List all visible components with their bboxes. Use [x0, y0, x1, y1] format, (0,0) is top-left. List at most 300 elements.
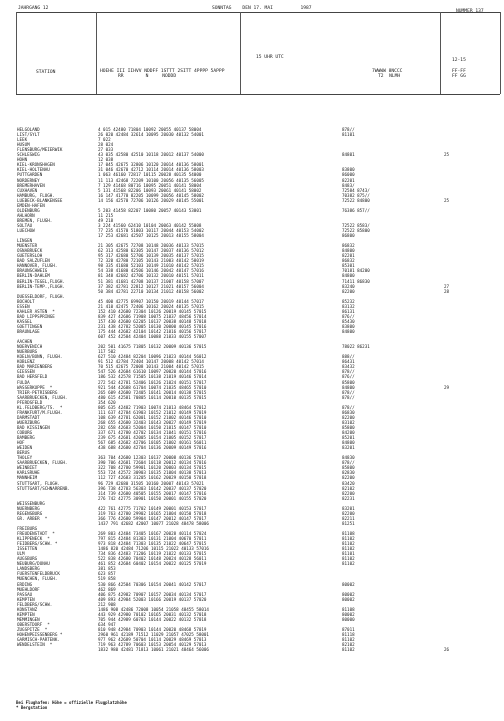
observation-codes: 322 708 42780 59901 10120 20003 40134 57015 — [98, 465, 207, 471]
observation-groups: 86830 — [342, 409, 355, 415]
observation-groups: 82102 — [342, 485, 355, 491]
observation-codes: 396 738 42783 56303 10142 20037 40137 57020 — [98, 485, 207, 491]
station-name: BRAUNLAGE — [17, 329, 40, 334]
station-name: HANNOVER, FLUGH. — [17, 263, 58, 269]
station-name: KIEL-HOLTENAU — [17, 167, 50, 173]
station-name: WENDELSTEIN * — [17, 642, 53, 648]
station-name: KEMPTEN — [17, 596, 35, 602]
group-header-line-1: 7WWWW 8NCCC — [372, 69, 403, 74]
observation-groups: 76386 857// — [342, 207, 370, 213]
station-name: DUESSELDORF, FLUGH. — [17, 293, 65, 299]
frame-right-rule — [500, 12, 501, 94]
observation-groups: 85800 — [342, 424, 355, 430]
observation-codes: 734 836 42483 71206 10119 21022 40133 57015 — [98, 551, 207, 557]
station-name: PASSAU — [17, 591, 33, 597]
station-name: WEISSENBURG — [17, 500, 45, 506]
observation-codes: 17 045 42675 32806 10120 20014 40136 58001 — [98, 162, 204, 168]
station-name: GUETERSLOH — [17, 253, 43, 259]
observation-groups: 86832 — [342, 243, 355, 249]
station-column-header: STATION — [36, 70, 56, 75]
observation-groups: 888// — [342, 354, 355, 360]
station-name: SAARBRUECKEN, FLUGH. — [17, 394, 68, 400]
station-name: BERLIN-TEGEL,FLUGH. — [17, 278, 65, 284]
observation-groups: 878// — [342, 127, 355, 132]
station-name: ISSETTEN — [17, 546, 38, 552]
station-name: BAD MARIENBERG — [17, 364, 53, 370]
observation-codes: 530 866 42584 70306 10154 20041 40142 57017 — [98, 581, 207, 587]
observation-codes: 977 962 42689 50704 10114 20029 48469 57013 — [98, 637, 207, 643]
observation-groups: 81102 — [342, 647, 355, 653]
observation-groups: 81102 — [342, 536, 355, 542]
observation-groups: 84800 — [342, 440, 355, 446]
station-name: KONSTANZ — [17, 606, 38, 612]
observation-codes: 50 384 42781 22710 10134 21012 40158 56002 — [98, 288, 204, 294]
observation-codes: 276 742 42775 30901 10150 20001 40155 57020 — [98, 495, 207, 501]
observation-codes: 623 857 — [98, 571, 116, 577]
observation-groups: 83201 — [342, 445, 355, 451]
observation-codes: 91 512 42784 72404 10147 20008 40142 57014 — [98, 359, 204, 365]
station-name: FEIDBERG/SCHW. * — [17, 541, 58, 547]
observation-codes: 72 320 42780 72105 10143 21003 40142 58019 — [98, 258, 204, 264]
observation-codes: 363 704 42680 12303 10137 20008 40136 57017 — [98, 455, 207, 461]
observation-codes: 11 215 — [98, 212, 114, 218]
observation-codes: 49 218 — [98, 217, 114, 223]
observation-codes: 51 381 41681 42708 10137 21007 40158 57007 — [98, 278, 204, 284]
table-row — [0, 647, 504, 653]
observation-codes: 186 532 42578 71505 10138 21019 40146 57014 — [98, 374, 207, 380]
station-name: OBERSTDORF * — [17, 621, 50, 627]
observation-groups: 82201 — [342, 177, 355, 183]
observation-codes: 438 688 42680 42704 10136 20009 40149 57016 — [98, 445, 207, 451]
observation-codes: 1486 820 42484 71206 10115 21022 40133 57016 — [98, 546, 209, 552]
station-name: ULM — [17, 551, 25, 557]
observation-groups: 83800 — [342, 323, 355, 329]
observation-groups: 84800 — [342, 384, 355, 390]
observation-codes: 43 035 42580 42510 10118 20012 40137 54000 — [98, 152, 204, 158]
observation-codes: 70 515 42675 72008 10143 21004 40142 57015 — [98, 364, 204, 370]
wind-gust-value: 29 — [444, 384, 450, 390]
observation-codes: 117 502 — [98, 349, 116, 355]
observation-codes: 239 675 42681 42005 10154 21005 40152 57017 — [98, 435, 207, 441]
observation-groups: 81102 — [342, 556, 355, 562]
observation-codes: 519 858 — [98, 576, 116, 582]
observation-codes: 62 313 42580 62305 10147 20037 40136 57012 — [98, 248, 204, 254]
station-name: FREIBURG — [17, 525, 38, 531]
observation-codes: 443 929 42980 70102 10165 20031 40132 57018 — [98, 611, 207, 617]
station-name: BERUS — [17, 450, 30, 456]
station-name: SOLTAU — [17, 222, 33, 228]
observation-groups: 82830 — [342, 470, 355, 476]
observation-groups: 72522 8583/ — [342, 222, 370, 228]
observation-groups: 81102 — [342, 561, 355, 567]
observation-codes: 1 063 46160 72817 10115 20028 40135 54000 — [98, 172, 202, 178]
observation-codes: 921 544 42688 61704 10074 21035 48465 57010 — [98, 384, 207, 390]
station-name: MUENSTER — [17, 243, 38, 249]
station-name: HOHENPEISSENBERG * — [17, 632, 63, 637]
observation-groups: 86000 — [342, 172, 355, 178]
observation-groups: 85430 — [342, 318, 355, 324]
station-name: SCHLESWIG — [17, 152, 40, 158]
observation-groups: 72522 85800 — [342, 228, 370, 233]
observation-codes: 406 875 42982 70907 10157 20034 40134 57017 — [98, 591, 207, 597]
station-name: FUERSTENFELDBRUCK — [17, 571, 60, 577]
observation-groups: 85800 — [342, 379, 355, 385]
station-name: KOBLENZ — [17, 359, 35, 365]
observation-codes: 265 609 42680 72405 10141 20014 40138 57015 — [98, 389, 207, 395]
station-name: KOELN/BONN, FLUGH. — [17, 354, 63, 360]
station-name: KARLSRUHE — [17, 470, 40, 476]
observation-codes: 77 235 41570 51803 10117 20044 40153 54002 — [98, 228, 204, 233]
observation-codes: 31 046 42670 42712 10114 20014 40136 58003 — [98, 167, 204, 173]
observation-codes: 461 852 42684 60402 10154 20022 40125 57019 — [98, 561, 207, 567]
station-name: HOF — [17, 440, 25, 446]
station-name: BAD LIPPSPRINGE — [17, 313, 55, 319]
observation-codes: 7 022 — [98, 137, 111, 143]
observation-codes: 627 510 42484 82204 10096 21023 40144 56012 — [98, 354, 207, 360]
station-name: KIEL-KRONSHAGEN — [17, 162, 55, 168]
frame-left-rule — [16, 12, 17, 94]
observation-codes: 719 963 42789 70603 10153 20054 40129 57013 — [98, 642, 207, 648]
observation-codes: 272 542 42781 52406 10126 21024 40151 57017 — [98, 379, 207, 385]
station-name: GIESSEN — [17, 369, 35, 375]
observation-codes: 81 348 42682 42706 10132 20010 40151 57011 — [98, 273, 204, 279]
header-top-rule — [16, 12, 500, 13]
observation-codes: 634 947 — [98, 621, 116, 627]
station-name: KL.FELDBERG/TS. * — [17, 404, 63, 410]
station-name: HAMBURG, FLUGH. — [17, 192, 55, 198]
observation-codes: 16 147 41770 82205 10099 20056 40145 58002 — [98, 192, 204, 198]
code-header-line-2: RR N NODDD — [118, 74, 177, 79]
station-name: STUTTGART/SCHNARRENB. — [17, 485, 70, 491]
observation-codes: 522 838 42680 70402 10148 20024 40128 56011 — [98, 556, 207, 562]
observation-groups: 83420 — [342, 480, 355, 486]
issue-number: NUMMER 137 — [456, 9, 484, 14]
observation-codes: 973 818 42484 71303 10135 21022 40647 57015 — [98, 541, 207, 547]
observation-codes: 37 382 42781 22812 10127 21021 40157 56004 — [98, 283, 204, 289]
observation-groups: 85232 — [342, 298, 355, 304]
station-name: AUGSBURG — [17, 556, 38, 562]
observation-codes: 381 853 — [98, 566, 116, 572]
observation-codes: 14 156 42570 72706 10126 20029 40145 55001 — [98, 197, 204, 203]
observation-codes: 354 620 — [98, 399, 116, 405]
ff-header-line-1: FF-FF — [452, 69, 466, 74]
observation-groups: 86431 — [342, 359, 355, 365]
observation-codes: 45 400 42775 69907 10150 20019 40144 57017 — [98, 298, 204, 304]
observation-groups: 80002 — [342, 611, 355, 617]
observation-groups: 82200 — [342, 510, 355, 516]
observation-codes: 21 410 42475 72406 10162 20024 40135 57015 — [98, 303, 204, 309]
groups-column-rule — [440, 12, 441, 94]
station-name: THOLEY — [17, 455, 33, 461]
station-name: FLENSBURG/MEIERWIK — [17, 147, 63, 153]
station-name: MANNHEIM — [17, 475, 38, 481]
station-name: BAMBERG — [17, 435, 35, 441]
station-name: AHLHORN — [17, 212, 35, 218]
observation-codes: 797 815 42484 81303 10131 21004 40670 57011 — [98, 536, 207, 542]
station-name: SAARBRUECKEN, FLUGH. — [17, 460, 68, 466]
observation-groups: 70181 84200 — [342, 268, 370, 274]
station-name: WEINBIET — [17, 465, 38, 471]
station-name: BERLIN-TEMP.,FLUGH. — [17, 283, 65, 289]
observation-codes: 2960 961 42189 71512 11029 21057 47025 58001 — [98, 632, 209, 637]
time-range-label: 12-15 — [452, 58, 466, 63]
observation-groups: 82200 — [342, 414, 355, 420]
observation-groups: 81101 — [342, 132, 355, 138]
observation-codes: 212 908 — [98, 601, 116, 607]
station-name: FREUDENSTADT * — [17, 531, 55, 536]
observation-groups: 80000 — [342, 616, 355, 622]
station-name: COBURG — [17, 430, 33, 435]
observation-groups: 82200 — [342, 288, 355, 294]
observation-codes: 21 305 42675 72708 10148 20036 40133 57015 — [98, 243, 204, 249]
observation-groups: 84830 — [342, 455, 355, 461]
observation-groups: 82231 — [342, 495, 355, 501]
observation-codes: 98 335 41680 52103 10149 21010 40142 57015 — [98, 263, 204, 269]
observation-groups: 84800 — [342, 273, 355, 279]
observation-codes: 282 658 42683 52004 10150 21015 40147 57010 — [98, 424, 207, 430]
observation-groups: 71411 86830 — [342, 278, 370, 284]
observation-groups: 78022 86231 — [342, 344, 370, 350]
observation-groups: 83201 — [342, 505, 355, 511]
observation-groups: 86131 — [342, 308, 355, 314]
station-name: PUTTGARDEN — [17, 172, 43, 178]
station-name: LIST/SYLT — [17, 132, 40, 138]
station-name: ERDING — [17, 581, 33, 587]
observation-codes: 3 224 41560 62410 10104 20063 40142 55008 — [98, 222, 202, 228]
station-name: WASSERKUPPE * — [17, 384, 53, 390]
observation-groups: 878// — [342, 389, 355, 395]
observation-groups: 82201 — [342, 253, 355, 259]
observation-codes: 390 706 42681 72604 10118 20012 40134 57016 — [98, 460, 207, 466]
observation-groups: 85301 — [342, 263, 355, 269]
station-name: FELDBERG/SCHW. — [17, 601, 53, 607]
observation-codes: 462 869 — [98, 586, 116, 592]
observation-groups: 81118 — [342, 632, 355, 637]
observation-groups: 84800 — [342, 329, 355, 334]
observation-codes: 810 948 42984 70903 10144 20020 48468 57019 — [98, 626, 207, 632]
observation-codes: 112 727 42683 31205 10162 20029 40150 57018 — [98, 475, 207, 481]
observation-codes: 409 893 42984 52003 10166 20019 40137 57020 — [98, 596, 207, 602]
observation-codes: 12 038 — [98, 157, 114, 163]
observation-codes: 28 024 — [98, 142, 114, 148]
observation-groups: 80002 — [342, 581, 355, 587]
observation-codes: 337 671 42780 42702 10134 21041 40151 57016 — [98, 430, 207, 435]
observation-codes: 480 615 42581 70805 10114 20010 40135 57015 — [98, 394, 207, 400]
observation-codes: 157 430 42680 62205 10137 20038 40148 57018 — [98, 318, 207, 324]
observation-codes: 1832 980 42481 71813 10061 21021 48464 56006 — [98, 647, 209, 653]
observation-groups: 83240 — [342, 283, 355, 289]
observation-codes: 805 635 42482 71903 10074 21013 48464 57012 — [98, 404, 207, 410]
station-name: BREMERHAVEN — [17, 182, 45, 188]
observation-codes: 1437 791 42682 42007 10077 21028 48478 58006 — [98, 520, 209, 526]
observation-groups: 83432 — [342, 364, 355, 370]
station-name: LINGEN — [17, 238, 33, 244]
station-name: AACHEN — [17, 339, 33, 345]
station-name: WEIDEN — [17, 445, 33, 451]
station-name: STUTTGART, FLUGH. — [17, 480, 60, 486]
observation-groups: 85201 — [342, 435, 355, 441]
wind-gust-value: 25 — [444, 197, 450, 203]
observation-groups: 86832 — [342, 258, 355, 264]
station-name: KASSEL — [17, 318, 33, 324]
observation-codes: 27 033 — [98, 147, 114, 153]
observation-groups: 876// — [342, 313, 355, 319]
observation-groups: 82102 — [342, 642, 355, 648]
observation-codes: 5 131 41568 82206 10093 20061 40141 58002 — [98, 187, 202, 193]
observation-codes: 11 113 42468 72209 10100 20056 40135 56005 — [98, 177, 204, 183]
station-name: MEMMINGEN — [17, 616, 40, 622]
codes-column-rule — [240, 12, 241, 94]
station-name: NEUBURG/DONAU — [17, 561, 50, 567]
station-name: ZUGSPITZE * — [17, 626, 48, 632]
observation-groups: 81102 — [342, 546, 355, 552]
station-name: LUEBECK-BLANKENSEE — [17, 197, 63, 203]
station-name: BRAUNSCHWEIG — [17, 268, 48, 274]
observation-groups: 72522 84800 — [342, 197, 370, 203]
observation-codes: 95 317 42680 52706 10139 20035 40137 57015 — [98, 253, 204, 259]
observation-codes: 314 739 42680 40505 10155 20017 40147 57016 — [98, 490, 207, 496]
ff-header-line-2: FF GG — [452, 74, 466, 79]
station-name: MUENCHEN, FLUGH. — [17, 576, 58, 582]
station-name: GR. ARBER * — [17, 515, 48, 521]
observation-groups: 876// — [342, 374, 355, 380]
station-name: MUEHLDORF — [17, 586, 40, 592]
wind-gust-value: 26 — [444, 647, 450, 653]
observation-codes: 202 501 41675 71805 10132 20009 40136 57015 — [98, 344, 207, 350]
observation-groups: 80002 — [342, 591, 355, 597]
observation-groups: 84200 — [342, 430, 355, 435]
observation-codes: 553 724 42572 30903 10135 21004 40138 57013 — [98, 470, 207, 476]
header-bottom-rule — [16, 94, 500, 95]
station-name: NUERBURG — [17, 349, 38, 355]
station-name: KLIPPENECK * — [17, 536, 50, 542]
station-name: REGENSBURG — [17, 510, 43, 516]
station-name: DARMSTADT — [17, 414, 40, 420]
observation-groups: 87011 — [342, 626, 355, 632]
station-name: NOERVENICH — [17, 344, 43, 350]
observation-groups: 84801 — [342, 152, 355, 158]
station-name: LUECHOW — [17, 228, 35, 233]
observation-codes: 319 763 42780 29902 10165 21004 40150 57018 — [98, 510, 207, 516]
observation-codes: 705 944 42989 60703 10144 20022 40132 57018 — [98, 616, 207, 622]
station-name: ESSEN — [17, 303, 30, 309]
footnote-mountain: * Bergstation — [16, 705, 48, 710]
station-name: BOCHOLT — [17, 298, 35, 304]
station-name: NORDERNEY — [17, 177, 40, 183]
station-name: HOHN — [17, 157, 28, 163]
station-name: KAHLER ASTEN * — [17, 308, 55, 314]
year-label: JAHRGANG 12 — [18, 6, 49, 11]
observation-codes: 152 410 42680 72304 10126 20019 40145 57015 — [98, 308, 207, 314]
date-line: SONNTAG DEN 17. MAI 1987 — [212, 6, 312, 11]
station-name: TRIER-PETRISBERG — [17, 389, 58, 395]
observation-codes: 17 253 42681 42507 10125 20013 40155 58004 — [98, 233, 204, 239]
observation-groups: 81102 — [342, 541, 355, 547]
observation-groups: 81108 — [342, 531, 355, 536]
station-name: GARMISCH-PARTENK. — [17, 637, 60, 643]
observation-groups: 85800 — [342, 465, 355, 471]
observation-codes: 366 776 42680 59904 10147 20012 40147 57017 — [98, 515, 207, 521]
wind-gust-value: 28 — [444, 288, 450, 294]
observation-codes: 1486 908 42486 72008 10054 21058 48455 58014 — [98, 606, 209, 612]
station-name: GOETTINGEN — [17, 323, 43, 329]
station-name: HUSUM — [17, 142, 30, 148]
station-name: BREMEN, FLUGH. — [17, 217, 53, 223]
observation-groups: 81102 — [342, 637, 355, 643]
station-name: OSNABRUECK — [17, 248, 43, 254]
observation-codes: 231 438 42782 52005 10130 20000 40145 57016 — [98, 323, 207, 329]
observation-groups: 72584 8743/ — [342, 187, 370, 193]
observation-codes: 607 452 42584 42404 10088 21033 40155 57007 — [98, 334, 207, 340]
observation-groups: 80002 — [342, 596, 355, 602]
observation-groups: 86800 — [342, 233, 355, 239]
station-name: NUERNBERG — [17, 505, 40, 511]
wind-gust-value: 27 — [444, 283, 450, 289]
station-name: WUERZBURG — [17, 419, 40, 425]
station-name: FRANKFURT/M.FLUGH. — [17, 409, 63, 415]
observation-codes: 422 761 42775 71702 10149 20001 40153 57017 — [98, 505, 207, 511]
observation-groups: 8483/ — [342, 182, 355, 188]
observation-groups: 70382 875// — [342, 192, 370, 198]
station-name: BAD HERSFELD — [17, 374, 48, 380]
observation-codes: 839 427 42686 71908 10075 21037 48456 57014 — [98, 313, 207, 319]
code-header-line-1: HOEHE III IIHVV NDDFF 1STTT 2SITT 4PPPP 5APPP — [100, 69, 225, 74]
observation-groups: 82200 — [342, 475, 355, 481]
observation-groups: 878// — [342, 404, 355, 410]
observation-codes: 7 129 41468 80716 10095 20051 40141 58004 — [98, 182, 202, 188]
observation-codes: 111 637 42784 61903 10152 21012 40149 57019 — [98, 409, 207, 415]
station-name: BAD SALZUFLEN — [17, 258, 50, 264]
observation-codes: 175 444 42682 42104 10142 21016 40156 57017 — [98, 329, 207, 334]
station-column-rule — [96, 12, 97, 94]
station-name: OLDENBURG — [17, 207, 40, 213]
observation-groups: 83132 — [342, 303, 355, 309]
station-name: FULDA — [17, 379, 30, 385]
observation-groups: 81101 — [342, 551, 355, 557]
observation-groups: 878// — [342, 369, 355, 375]
wind-gust-value: 25 — [444, 152, 450, 158]
station-name: KEMPTEN — [17, 611, 35, 617]
station-name: PFERDSFELD — [17, 399, 43, 405]
station-name: EMDEN-HAFEN — [17, 202, 45, 208]
observation-codes: 26 020 42484 32614 10095 20030 40132 54001 — [98, 132, 204, 138]
observation-groups: 878// — [342, 394, 355, 400]
observation-groups: 81108 — [342, 606, 355, 612]
time-label: 15 UHR UTC — [256, 55, 284, 60]
footnote-airport: Bei Flughafen: Höhe = offizielle Flugplatzhöhe — [16, 700, 127, 705]
observation-groups: 83102 — [342, 419, 355, 425]
station-name: BERLIN-DAHLEM — [17, 273, 50, 279]
observation-codes: 269 803 42484 73405 10167 20028 40114 57024 — [98, 531, 207, 536]
station-name: LEEK — [17, 137, 28, 143]
observation-codes: 567 685 42682 42706 10105 21002 40161 56011 — [98, 440, 207, 446]
observation-codes: 268 655 42680 32403 10143 20027 40149 57019 — [98, 419, 207, 425]
station-name: BAD KISSINGEN — [17, 424, 50, 430]
station-name: LANDSBERG — [17, 566, 40, 572]
observation-groups: 878// — [342, 460, 355, 466]
observation-codes: 54 338 41680 42506 10146 20042 40147 57016 — [98, 268, 204, 274]
station-name: CUXHAVEN — [17, 187, 38, 193]
group-header-line-2: T2 NLMH — [378, 74, 401, 79]
observation-groups: 82200 — [342, 490, 355, 496]
observation-groups: 84800 — [342, 248, 355, 254]
observation-groups: 82211 — [342, 515, 355, 521]
observation-groups: 81251 — [342, 520, 355, 526]
observation-codes: 108 639 42781 62001 10152 21002 40146 57010 — [98, 414, 207, 420]
observation-codes: 547 526 42684 61610 10097 20020 40144 57016 — [98, 369, 207, 375]
station-name: HELGOLAND — [17, 127, 40, 132]
observation-groups: 83800 — [342, 167, 355, 173]
